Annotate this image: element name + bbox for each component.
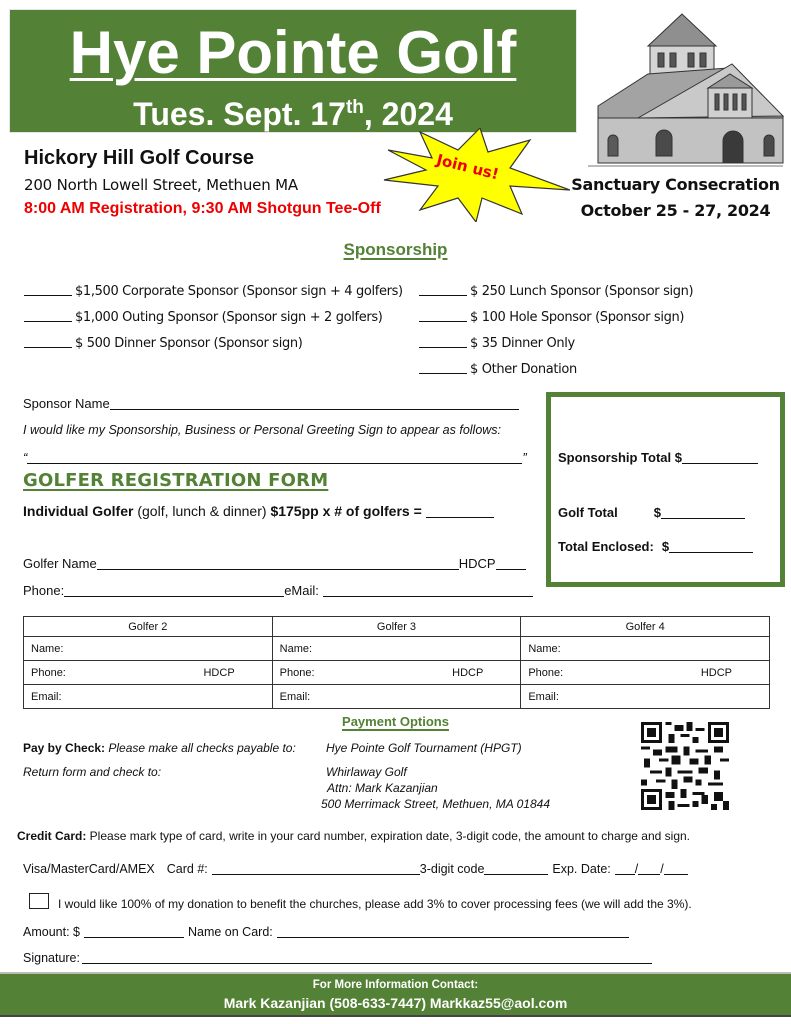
signature-row: [23, 951, 652, 965]
sponsor-option-label: $ 500 Dinner Sponsor (Sponsor sign): [75, 336, 303, 351]
sponsor-option-dinner[interactable]: [24, 336, 303, 351]
golf-total-dollar: $: [653, 505, 661, 520]
sponsor-option-dinner-only[interactable]: [419, 336, 575, 351]
consecration-title: Sanctuary Consecration: [571, 175, 780, 194]
golfer-4-name-cell[interactable]: [521, 637, 770, 661]
sponsor-option-label: $ 250 Lunch Sponsor (Sponsor sign): [470, 284, 694, 299]
individual-golfer-row: [23, 503, 494, 519]
mail-address-line2: Attn: Mark Kazanjian: [327, 781, 438, 795]
sponsor-option-outing[interactable]: [24, 310, 383, 325]
phone-label: Phone:: [31, 666, 66, 679]
totals-box: [546, 392, 785, 587]
processing-fee-label: I would like 100% of my donation to benefit the churches, please add 3% to cover processing fees (we will add the 3%).: [58, 897, 692, 911]
sponsor-name-field[interactable]: [110, 398, 519, 410]
table-row-phone: [24, 661, 770, 685]
contact-details: Mark Kazanjian (508-633-7447) Markkaz55@aol.com: [223, 995, 568, 1011]
join-us-starburst: [380, 128, 570, 222]
event-title: Hye Pointe Golf: [69, 19, 517, 86]
email-field[interactable]: [323, 585, 533, 597]
hdcp-field[interactable]: [496, 558, 526, 570]
golf-total-row: [558, 505, 745, 520]
sponsor-name-label: Sponsor Name: [23, 396, 110, 411]
exp-date-label: Exp. Date:: [552, 862, 611, 876]
credit-card-instructions: [17, 829, 690, 843]
sponsorship-heading: Sponsorship: [343, 240, 448, 259]
slash: /: [660, 862, 664, 876]
credit-card-text: Please mark type of card, write in your card number, expiration date, 3-digit code, the amount to charge and sign.: [86, 829, 691, 843]
individual-golfer-detail: (golf, lunch & dinner): [133, 503, 271, 519]
signature-label: Signature:: [23, 951, 80, 965]
email-label: eMail:: [284, 583, 319, 598]
qr-code-icon[interactable]: [641, 722, 729, 810]
sponsor-option-lunch[interactable]: [419, 284, 693, 299]
table-row-email: [24, 685, 770, 709]
golfer-2-name-cell[interactable]: [24, 637, 273, 661]
golfer-name-label: Golfer Name: [23, 556, 97, 571]
email-label: Email:: [31, 690, 62, 703]
additional-golfers-table: [23, 616, 770, 709]
golfer-4-email-cell[interactable]: [521, 685, 770, 709]
mail-address-line3: 500 Merrimack Street, Methuen, MA 01844: [321, 797, 550, 811]
phone-label: Phone:: [279, 666, 315, 679]
total-enclosed-row: [558, 539, 753, 554]
name-label: Name:: [31, 642, 64, 655]
sponsor-option-hole[interactable]: [419, 310, 684, 325]
sponsor-blank[interactable]: [419, 364, 467, 374]
golfer-name-field[interactable]: [97, 558, 459, 570]
venue-name: Hickory Hill Golf Course: [24, 147, 255, 169]
pay-by-check-label: Pay by Check:: [23, 741, 106, 755]
sponsor-option-label: $ 100 Hole Sponsor (Sponsor sign): [470, 310, 685, 325]
venue-address: 200 North Lowell Street, Methuen MA: [24, 176, 298, 194]
amount-row: [23, 925, 629, 939]
golfer-2-email-cell[interactable]: [24, 685, 273, 709]
golf-total-label: Golf Total: [558, 505, 618, 520]
contact-footer: [0, 972, 791, 1017]
sponsor-option-label: $ 35 Dinner Only: [470, 336, 575, 351]
email-label: Email:: [528, 690, 559, 703]
golf-total-field[interactable]: [661, 507, 745, 519]
golfer-4-phone-cell[interactable]: [521, 661, 770, 685]
phone-label: Phone:: [528, 666, 564, 679]
name-on-card-label: Name on Card:: [187, 925, 273, 939]
hdcp-label: HDCP: [203, 666, 235, 679]
event-times: 8:00 AM Registration, 9:30 AM Shotgun Tee-Off: [24, 200, 381, 217]
signature-field[interactable]: [82, 952, 652, 964]
table-header-row: [24, 617, 770, 637]
name-on-card-field[interactable]: [277, 926, 629, 938]
amount-field[interactable]: [84, 926, 184, 938]
mail-address-line1: Whirlaway Golf: [326, 765, 407, 779]
sign-text-row: [23, 450, 527, 465]
golfer-3-header: Golfer 3: [272, 617, 521, 637]
payment-options-heading: Payment Options: [342, 714, 449, 729]
payee: Hye Pointe Golf Tournament (HPGT): [326, 741, 522, 755]
open-quote: “: [23, 450, 28, 465]
pay-by-check-text: Please make all checks payable to:: [105, 741, 296, 755]
golfer-4-header: Golfer 4: [521, 617, 770, 637]
exp-month-field[interactable]: [615, 863, 635, 875]
sponsor-blank[interactable]: [419, 312, 467, 322]
sponsorship-total-label: Sponsorship Total $: [558, 450, 682, 465]
consecration-caption: [560, 172, 791, 224]
amount-label: Amount: $: [23, 925, 80, 939]
card-details-row: [23, 862, 688, 876]
sponsor-name-row: [23, 396, 519, 411]
close-quote: ”: [522, 450, 527, 465]
hdcp-label: HDCP: [700, 666, 732, 679]
title-banner: [9, 9, 577, 133]
sponsor-blank[interactable]: [24, 312, 72, 322]
sponsor-option-other[interactable]: [419, 362, 577, 377]
pay-by-check-row: [23, 741, 296, 755]
golfer-2-header: Golfer 2: [24, 617, 273, 637]
golfer-2-phone-cell[interactable]: [24, 661, 273, 685]
sponsor-blank[interactable]: [419, 286, 467, 296]
join-us-text: Join us!: [434, 150, 501, 184]
phone-field[interactable]: [64, 585, 284, 597]
card-types-label[interactable]: Visa/MasterCard/AMEX: [23, 862, 155, 876]
return-label: Return form and check to:: [23, 765, 162, 779]
table-row-name: [24, 637, 770, 661]
card-number-label: Card #:: [166, 862, 208, 876]
code-label: 3-digit code: [419, 862, 485, 876]
processing-fee-checkbox[interactable]: [29, 893, 49, 909]
phone-label: Phone:: [23, 583, 65, 598]
individual-golfer-price: $175pp x # of golfers =: [270, 503, 426, 519]
sponsor-blank[interactable]: [24, 286, 72, 296]
total-enclosed-label: Total Enclosed:: [558, 539, 654, 554]
sponsorship-total-field[interactable]: [682, 452, 758, 464]
slash: /: [634, 862, 639, 876]
exp-year-field[interactable]: [664, 863, 688, 875]
golfer-name-row: [23, 556, 526, 571]
hdcp-label: HDCP: [458, 556, 496, 571]
event-date: Tues. Sept. 17th, 2024: [133, 96, 453, 132]
sponsor-option-label: $ Other Donation: [470, 362, 577, 377]
church-sketch-image: [578, 6, 790, 171]
sponsor-option-label: $1,000 Outing Sponsor (Sponsor sign + 2 golfers): [75, 310, 383, 325]
golfer-3-name-cell[interactable]: [272, 637, 521, 661]
golfer-3-phone-cell[interactable]: [272, 661, 521, 685]
card-number-field[interactable]: [212, 863, 420, 875]
sponsor-option-corporate[interactable]: [24, 284, 403, 299]
sponsorship-total-row: [558, 450, 758, 465]
name-label: Name:: [528, 642, 561, 655]
sponsor-blank[interactable]: [419, 338, 467, 348]
contact-heading: For More Information Contact:: [312, 979, 479, 991]
individual-golfer-label: Individual Golfer: [23, 503, 134, 519]
golfer-count-total-field[interactable]: [426, 506, 494, 518]
golfer-registration-heading: GOLFER REGISTRATION FORM: [23, 470, 329, 491]
email-label: Email:: [279, 690, 311, 703]
sign-prompt: I would like my Sponsorship, Business or Personal Greeting Sign to appear as follows:: [23, 423, 502, 437]
sponsor-option-label: $1,500 Corporate Sponsor (Sponsor sign + 4 golfers): [75, 284, 403, 299]
exp-day-field[interactable]: [638, 863, 660, 875]
name-label: Name:: [279, 642, 313, 655]
sign-text-field[interactable]: [27, 452, 522, 464]
credit-card-label: Credit Card:: [17, 829, 87, 843]
sponsor-blank[interactable]: [24, 338, 72, 348]
golfer-contact-row: [23, 583, 533, 598]
golfer-3-email-cell[interactable]: [272, 685, 521, 709]
code-field[interactable]: [484, 863, 548, 875]
hdcp-label: HDCP: [452, 666, 484, 679]
consecration-dates: October 25 - 27, 2024: [580, 201, 771, 220]
total-enclosed-dollar: $: [661, 539, 670, 554]
total-enclosed-field[interactable]: [669, 541, 753, 553]
